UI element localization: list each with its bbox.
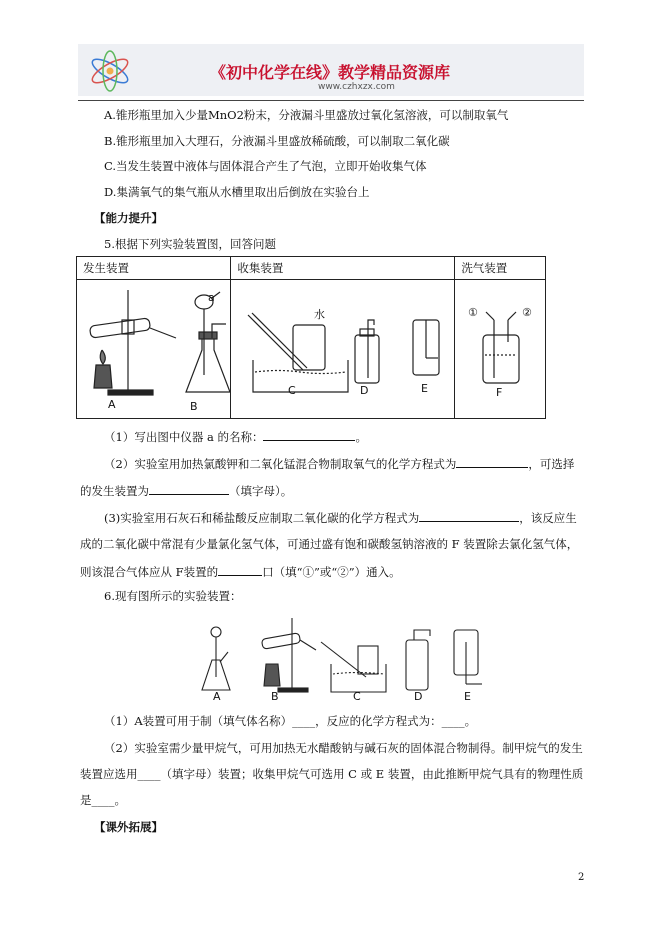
q6-sub2-line3: 是____。 (80, 793, 126, 807)
answer-blank-device[interactable] (149, 482, 229, 495)
q5-sub3-line3: 则该混合气体应从 F装置的 口（填“①”或“②”）通入。 (80, 565, 401, 579)
q5-stem: 5.根据下列实验装置图，回答问题 (104, 237, 276, 251)
answer-blank-equation-o2[interactable] (456, 455, 528, 468)
apparatus-a (89, 290, 176, 395)
q6-apparatus-drawing (196, 612, 496, 702)
label-port-1: ① (468, 306, 478, 319)
answer-blank-equation-co2[interactable] (419, 509, 519, 522)
table-header-collection: 收集装置 (231, 257, 455, 280)
apparatus-e (413, 320, 439, 375)
header-rule (78, 100, 584, 101)
q5-sub2-line2: 的发生装置为 （填字母）。 (80, 484, 293, 498)
label-d: D (360, 384, 369, 397)
banner-url: www.czhxzx.com (318, 82, 395, 92)
option-d: D.集满氧气的集气瓶从水槽里取出后倒放在实验台上 (104, 185, 370, 199)
banner-title: 《初中化学在线》教学精品资源库 (210, 63, 451, 82)
q6-label-a: A (213, 690, 221, 703)
section-ability: 【能力提升】 (94, 211, 163, 225)
label-f: F (496, 386, 503, 399)
label-a: A (108, 398, 116, 411)
q6-apparatus-b (261, 618, 316, 692)
label-instrument-a: a (208, 291, 215, 304)
apparatus-d (355, 320, 379, 383)
q6-sub2-line1: （2）实验室需少量甲烷气，可用加热无水醋酸钠与碱石灰的固体混合物制得。制甲烷气的发生 (104, 741, 583, 755)
q5-sub3-line1: (3)实验室用石灰石和稀盐酸反应制取二氧化碳的化学方程式为 ，该反应生 (104, 511, 577, 525)
q5-sub1: （1）写出图中仪器 a 的名称： 。 (104, 430, 367, 444)
q6-label-d: D (414, 690, 423, 703)
logo-icon (86, 48, 134, 94)
answer-blank-port[interactable] (218, 563, 262, 576)
label-port-2: ② (522, 306, 532, 319)
q6-apparatus-c (321, 642, 386, 692)
q5-sub2-line1: （2）实验室用加热氯酸钾和二氧化锰混合物制取氧气的化学方程式为 ，可选择 (104, 457, 575, 471)
q6-apparatus-e (454, 630, 482, 684)
q6-label-b: B (271, 690, 279, 703)
section-extension: 【课外拓展】 (94, 820, 163, 834)
label-b: B (190, 400, 198, 413)
q6-stem: 6.现有图所示的实验装置： (104, 589, 242, 603)
q6-label-e: E (464, 690, 471, 703)
apparatus-f (483, 312, 519, 383)
apparatus-c (248, 313, 348, 392)
apparatus-b (186, 292, 230, 392)
table-header-generation: 发生装置 (77, 257, 231, 280)
q6-label-c: C (353, 690, 361, 703)
q5-sub3-line2: 成的二氧化碳中常混有少量氯化氢气体，可通过盛有饱和碳酸氢钠溶液的 F 装置除去氯化氢气体， (80, 537, 579, 551)
table-header-washing: 洗气装置 (455, 257, 546, 280)
label-water: 水 (314, 308, 325, 321)
option-a: A.锥形瓶里加入少量MnO2粉末，分液漏斗里盛放过氧化氢溶液，可以制取氧气 (104, 108, 509, 122)
q6-apparatus-d (406, 630, 430, 690)
option-b: B.锥形瓶里加入大理石，分液漏斗里盛放稀硫酸，可以制取二氧化碳 (104, 134, 450, 148)
option-c: C.当发生装置中液体与固体混合产生了气泡，立即开始收集气体 (104, 159, 427, 173)
q6-apparatus-a (202, 627, 230, 690)
label-e: E (421, 382, 428, 395)
q6-sub1: （1）A装置可用于制（填气体名称）____，反应的化学方程式为：____。 (104, 714, 477, 728)
page-number: 2 (578, 872, 585, 883)
label-c: C (288, 384, 296, 397)
q6-sub2-line2: 装置应选用____（填字母）装置；收集甲烷气可选用 C 或 E 装置，由此推断甲烷气具有的物理性质 (80, 767, 584, 781)
answer-blank-instrument[interactable] (263, 428, 355, 441)
q5-apparatus-drawing (78, 280, 546, 418)
